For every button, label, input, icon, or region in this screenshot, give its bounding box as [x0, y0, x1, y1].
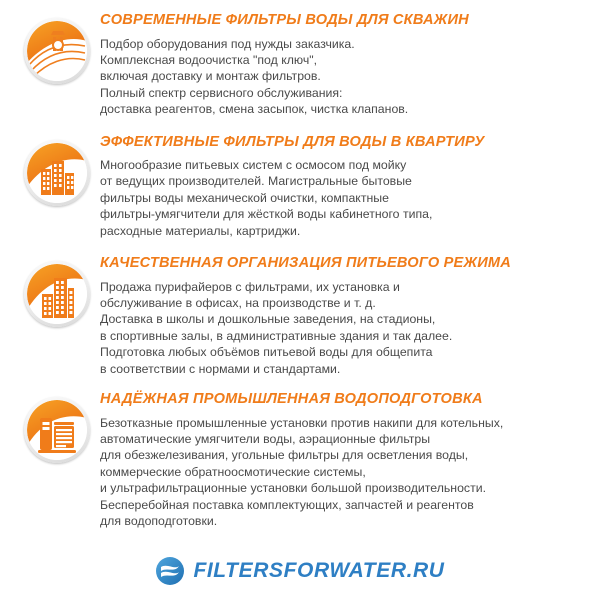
icon-column	[14, 12, 100, 84]
apartment-building-icon	[24, 140, 90, 206]
industrial-filter-unit-icon	[24, 397, 90, 463]
icon-column	[14, 255, 100, 327]
body-line: доставка реагентов, смена засыпок, чистка клапанов.	[100, 102, 409, 117]
icon-column	[14, 134, 100, 206]
section-body	[100, 157, 580, 239]
brand-name: FILTERSFORWATER.RU	[193, 559, 445, 582]
body-line: для обезжелезивания, угольные фильтры для осветления воды,	[100, 448, 469, 463]
text-column	[100, 134, 586, 240]
body-line: Доставка в школы и дошкольные заведения, на стадионы,	[100, 312, 436, 327]
water-well-field-icon	[24, 18, 90, 84]
section-title: ЭФФЕКТИВНЫЕ ФИЛЬТРЫ ДЛЯ ВОДЫ В КВАРТИРУ	[100, 133, 485, 150]
section-title: НАДЁЖНАЯ ПРОМЫШЛЕННАЯ ВОДОПОДГОТОВКА	[100, 391, 483, 407]
footer-brand[interactable]	[0, 556, 600, 586]
section-body	[100, 415, 580, 530]
body-line: Продажа пурифайеров с фильтрами, их установка и	[100, 279, 400, 294]
office-towers-icon	[24, 261, 90, 327]
body-line: Безотказные промышленные установки против накипи для котельных,	[100, 415, 504, 430]
text-column	[100, 255, 586, 377]
section-title: СОВРЕМЕННЫЕ ФИЛЬТРЫ ВОДЫ ДЛЯ СКВАЖИН	[100, 12, 469, 28]
body-line: от ведущих производителей. Магистральные бытовые	[100, 174, 412, 189]
body-line: включая доставку и монтаж фильтров.	[100, 69, 321, 84]
body-line: фильтры воды механической очистки, компактные	[100, 190, 389, 205]
body-line: в спортивные залы, в административные здания и так далее.	[100, 328, 453, 343]
body-line: Подготовка любых объёмов питьевой воды для общепита	[100, 345, 433, 360]
water-swirl-logo-icon	[155, 556, 185, 586]
body-line: фильтры-умягчители для жёсткой воды кабинетного типа,	[100, 207, 433, 222]
section-title: КАЧЕСТВЕННАЯ ОРГАНИЗАЦИЯ ПИТЬЕВОГО РЕЖИМА	[100, 255, 512, 272]
section-body	[100, 36, 580, 118]
body-line: Подбор оборудования под нужды заказчика.	[100, 36, 355, 51]
section-body	[100, 279, 580, 377]
body-line: расходные материалы, картриджи.	[100, 223, 301, 238]
body-line: в соответствии с нормами и стандартами.	[100, 361, 341, 376]
text-column	[100, 12, 586, 118]
section-industrial	[0, 377, 600, 529]
section-wells	[0, 0, 600, 118]
body-line: и ультрафильтрационные установки большой производительности.	[100, 481, 486, 496]
section-drinking-regime	[0, 239, 600, 377]
body-line: Многообразие питьевых систем с осмосом под мойку	[100, 158, 407, 173]
text-column	[100, 391, 586, 529]
body-line: обслуживание в офисах, на производстве и т. д.	[100, 295, 376, 310]
icon-column	[14, 391, 100, 463]
body-line: Комплексная водоочистка "под ключ",	[100, 52, 318, 67]
body-line: Бесперебойная поставка комплектующих, запчастей и реагентов	[100, 497, 474, 512]
body-line: коммерческие обратноосмотические системы,	[100, 464, 366, 479]
section-apartment	[0, 118, 600, 240]
body-line: для водоподготовки.	[100, 513, 218, 528]
body-line: Полный спектр сервисного обслуживания:	[100, 85, 343, 100]
body-line: автоматические умягчители воды, аэрационные фильтры	[100, 431, 431, 446]
